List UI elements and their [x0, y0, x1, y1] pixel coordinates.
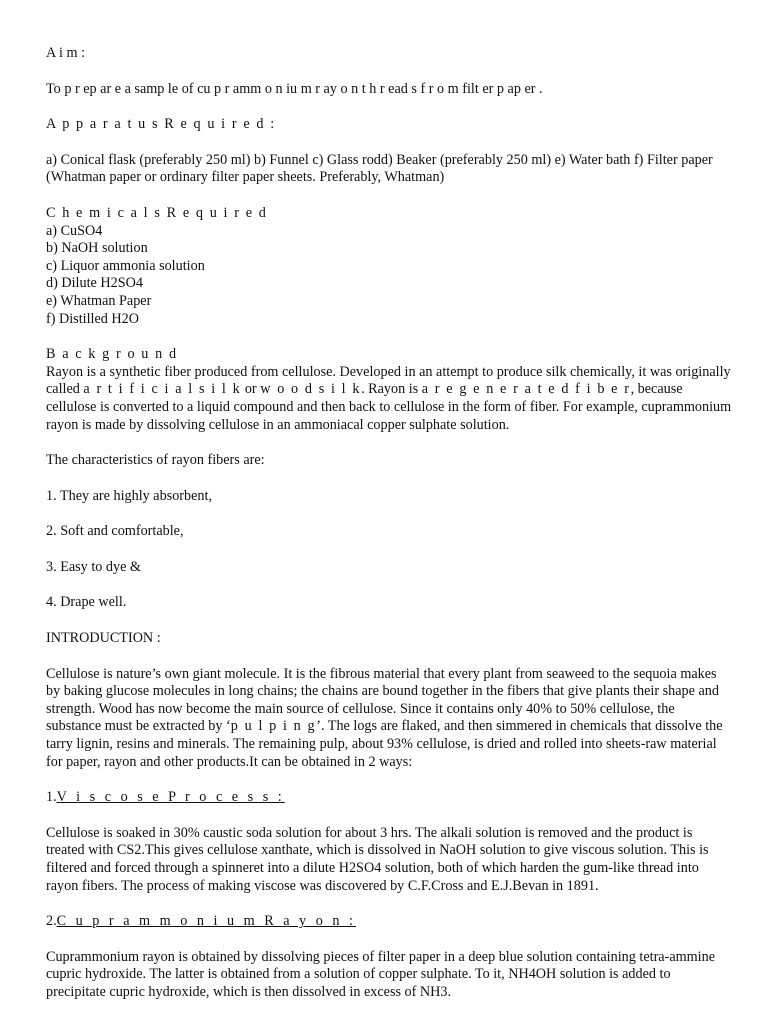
chemical-item: b) NaOH solution: [46, 240, 148, 257]
chemical-item: e) Whatman Paper: [46, 292, 152, 309]
viscose-heading-line: [46, 789, 732, 807]
cuprammonium-text: Cuprammonium rayon is obtained by dissolving pieces of filter paper in a deep blue solution containing tetra-ammine cupric hydroxide. The latter is obtained from a solution of copper sulphate. To it, NH4OH solution is added to precipitate cupric hydroxide, which is then dissolved in excess of NH3.: [46, 948, 716, 1000]
aim-heading: A i m :: [46, 45, 86, 61]
cuprammonium-heading: C u p r a m m o n i u m R a y o n :: [56, 913, 356, 930]
apparatus-text: a) Conical flask (preferably 250 ml) b) Funnel c) Glass rodd) Beaker (preferably 250 ml) e) Water bath f) Filter paper (Whatman paper or ordinary filter paper sheets. Preferably, Whatman): [46, 151, 713, 186]
cuprammonium-number: 2.: [46, 913, 57, 930]
introduction-text: [46, 666, 732, 772]
viscose-text: Cellulose is soaked in 30% caustic soda solution for about 3 hrs. The alkali solution is removed and the product is treated with CS2.This gives cellulose xanthate, which is dissolved in NaOH solution to give viscous solution. This is filtered and forced through a spinneret into a dilute H2SO4 solution, both of which harden the gum-like thread into rayon fibers. The process of making viscose was discovered by C.F.Cross and E.J.Bevan in 1891.: [46, 824, 709, 894]
chemical-item: a) CuSO4: [46, 222, 103, 239]
chemical-item: f) Distilled H2O: [46, 310, 139, 327]
characteristic-item: 1. They are highly absorbent,: [46, 487, 213, 504]
background-text-part: . Rayon is: [361, 381, 422, 398]
background-text-part: , because cellulose is converted to a liquid compound and then back to cellulose in the form of fiber. For example, cuprammonium rayon is made by dissolving cellulose in an ammoniacal copper sulphate solution.: [46, 381, 732, 433]
background-text-part: Rayon is a synthetic fiber produced from cellulose. Developed in an attempt to produce silk chemically, it was originally called: [46, 363, 731, 398]
background-heading: B a c k g r o u n d: [46, 346, 178, 363]
viscose-heading: V i s c o s e P r o c e s s :: [56, 789, 285, 806]
introduction-text-part: ’. The logs are flaked, and then simmered in chemicals that dissolve the tarry lignin, resins and minerals. The remaining pulp, about 93% cellulose, is dried and rolled into sheets-raw material for paper, rayon and other products.It can be obtained in 2 ways:: [46, 718, 723, 770]
characteristic-item: 3. Easy to dye &: [46, 558, 141, 575]
background-text: [46, 364, 732, 434]
background-text-part: or: [241, 381, 261, 398]
introduction-text-part: Cellulose is nature’s own giant molecule. It is the fibrous material that every plant from seaweed to the sequoia makes by baking glucose molecules in long chains; the chains are bound together in the fibers that give plants their shape and strength. Wood has now become the main source of cellulose. Since it contains only 40% to 50% cellulose, the substance must be extracted by ‘: [46, 665, 719, 735]
term-wood-silk: w o o d s i l k: [260, 381, 362, 398]
viscose-number: 1.: [46, 789, 57, 806]
cuprammonium-heading-line: [46, 913, 732, 931]
term-artificial-silk: a r t i f i c i a l s i l k: [83, 381, 242, 398]
term-regenerated-fiber: a r e g e n e r a t e d f i b e r: [421, 381, 631, 398]
introduction-heading: INTRODUCTION :: [46, 630, 161, 647]
chemical-item: d) Dilute H2SO4: [46, 275, 143, 292]
term-pulping: p u l p i n g: [230, 718, 317, 735]
chemicals-heading: C h e m i c a l s R e q u i r e d: [46, 204, 268, 221]
chemical-item: c) Liquor ammonia solution: [46, 257, 205, 274]
characteristic-item: 4. Drape well.: [46, 594, 127, 611]
aim-text: To p r ep ar e a samp le of cu p r amm o n iu m r ay o n t h r ead s f r o m filt er p ap er .: [46, 80, 543, 97]
characteristics-intro: The characteristics of rayon fibers are:: [46, 452, 265, 469]
characteristic-item: 2. Soft and comfortable,: [46, 523, 184, 540]
apparatus-heading: A p p a r a t u s R e q u i r e d :: [46, 116, 276, 133]
